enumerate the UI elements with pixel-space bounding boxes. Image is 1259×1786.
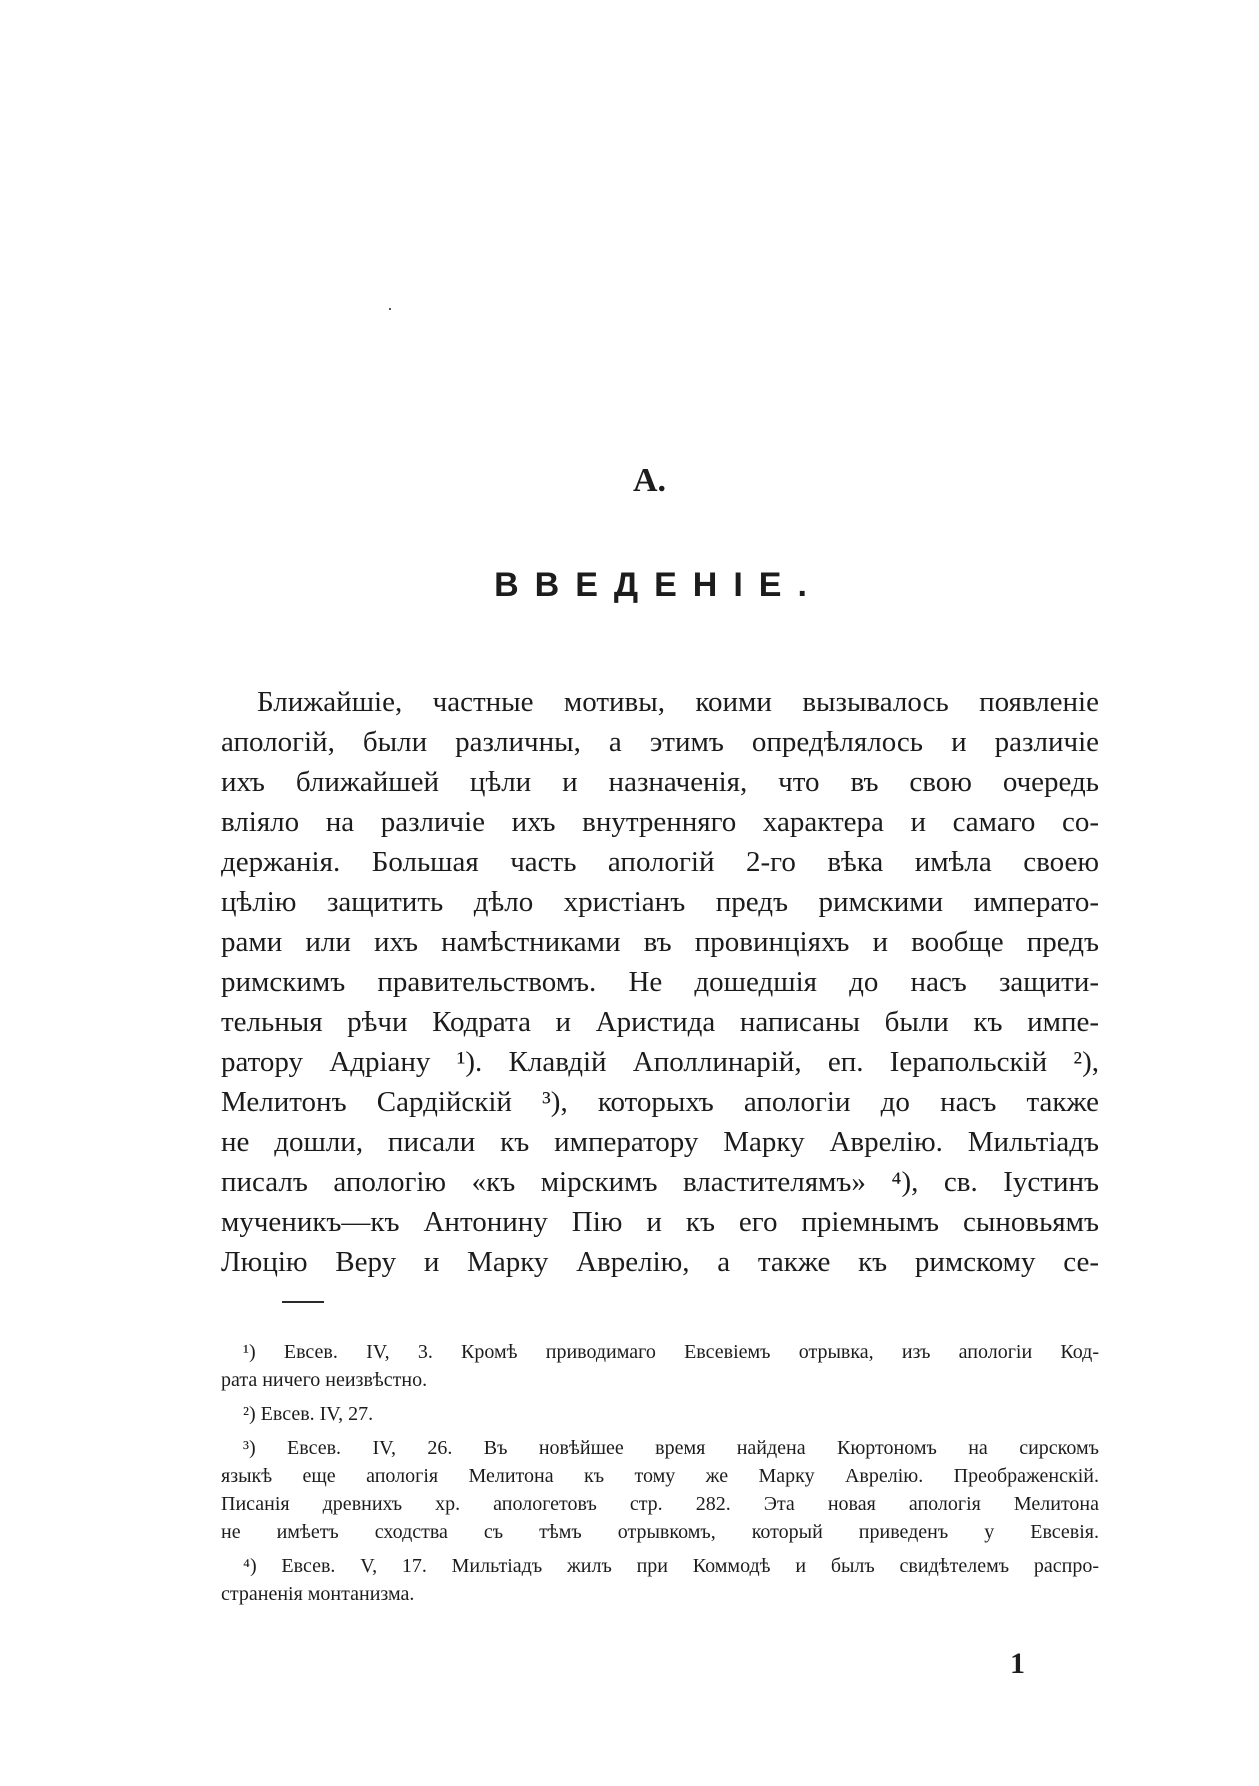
body-text <box>221 682 1099 1282</box>
footnote-1 <box>221 1338 1099 1394</box>
body-line: не дошли, писали къ императору Марку Аврелію. Мильтіадъ <box>221 1126 1099 1158</box>
body-line: мученикъ—къ Антонину Пію и къ его пріемнымъ сыновьямъ <box>221 1206 1099 1238</box>
body-line: цѣлію защитить дѣло христіанъ предъ римскими императо- <box>221 886 1099 918</box>
section-letter: А. <box>632 462 667 499</box>
footnote-line: рата ничего неизвѣстно. <box>221 1369 428 1391</box>
body-line: держанія. Большая часть апологій 2-го вѣка имѣла своею <box>221 846 1099 878</box>
footnote-line: страненія монтанизма. <box>221 1583 415 1605</box>
scan-speck <box>389 308 391 310</box>
footnotes <box>221 1338 1099 1608</box>
footnote-line: ⁴) Евсев. V, 17. Мильтіадъ жилъ при Коммодѣ и былъ свидѣтелемъ распро- <box>243 1555 1099 1577</box>
body-line: писалъ апологію «къ мірскимъ властителямъ» ⁴), св. Іустинъ <box>221 1166 1099 1198</box>
body-line: ратору Адріану ¹). Клавдій Аполлинарій, еп. Іерапольскій ²), <box>221 1046 1099 1078</box>
footnote-line: не имѣетъ сходства съ тѣмъ отрывкомъ, который приведенъ у Евсевія. <box>221 1521 1099 1543</box>
body-line: апологій, были различны, а этимъ опредѣлялось и различіе <box>221 726 1099 758</box>
footnote-line: Писанія древнихъ хр. апологетовъ стр. 282. Эта новая апологія Мелитона <box>221 1493 1099 1515</box>
body-line: ихъ ближайшей цѣли и назначенія, что въ свою очередь <box>221 766 1099 798</box>
footnote-line: ³) Евсев. IV, 26. Въ новѣйшее время найдена Кюртономъ на сирскомъ <box>243 1437 1099 1459</box>
body-line: рами или ихъ намѣстниками въ провинціяхъ и вообще предъ <box>221 926 1099 958</box>
footnote-line: языкѣ еще апологія Мелитона къ тому же Марку Аврелію. Преображенскій. <box>221 1465 1099 1487</box>
body-line: римскимъ правительствомъ. Не дошедшія до насъ защити- <box>221 966 1099 998</box>
footnote-line: ²) Евсев. IV, 27. <box>243 1403 374 1425</box>
footnote-separator <box>282 1301 324 1303</box>
body-line: Люцію Веру и Марку Аврелію, а также къ римскому се- <box>221 1246 1099 1278</box>
body-line: вліяло на различіе ихъ внутренняго характера и самаго со- <box>221 806 1099 838</box>
footnote-2 <box>221 1400 1099 1428</box>
footnote-line: ¹) Евсев. IV, 3. Кромѣ приводимаго Евсевіемъ отрывка, изъ апологіи Код- <box>243 1341 1099 1363</box>
footnote-3 <box>221 1434 1099 1546</box>
body-line: Ближайшіе, частные мотивы, коими вызывалось появленіе <box>257 686 1099 718</box>
footnote-4 <box>221 1552 1099 1608</box>
body-line: тельныя рѣчи Кодрата и Аристида написаны были къ импе- <box>221 1006 1099 1038</box>
body-line: Мелитонъ Сардійскій ³), которыхъ апологіи до насъ также <box>221 1086 1099 1118</box>
chapter-title: ВВЕДЕНІЕ. <box>494 566 823 604</box>
page-number: 1 <box>1010 1647 1025 1680</box>
